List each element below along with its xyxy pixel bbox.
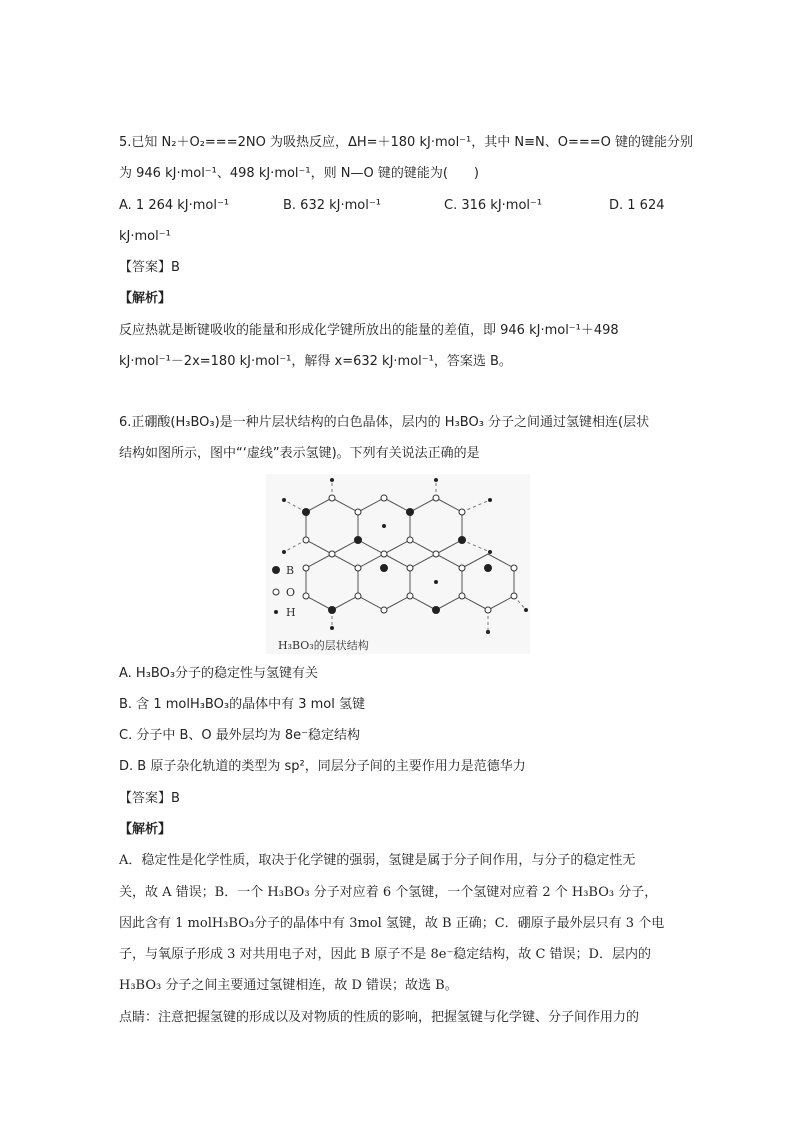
q6-tip: 点睛：注意把握氢键的形成以及对物质的性质的影响，把握氢键与化学键、分子间作用力的 [119, 1010, 640, 1025]
q6-option-a: A. H₃BO₃分子的稳定性与氢键有关 [119, 666, 319, 681]
q5-analysis-label: 【解析】 [119, 291, 172, 306]
q5-option-c: C. 316 kJ·mol⁻¹ [444, 198, 543, 213]
q5-option-d-continuation: kJ·mol⁻¹ [119, 229, 171, 244]
q6-analysis-line5: H₃BO₃ 分子之间主要通过氢键相连，故 D 错误；故选 B。 [119, 978, 458, 993]
figure-caption: H₃BO₃的层状结构 [278, 639, 369, 652]
q6-stem-line2: 结构如图所示，图中“‘虚线”表示氢键)。下列有关说法正确的是 [119, 446, 480, 461]
q6-analysis-line1: A．稳定性是化学性质，取决于化学键的强弱，氢键是属于分子间作用，与分子的稳定性无 [119, 853, 636, 868]
q6-analysis-label: 【解析】 [119, 822, 172, 837]
h3bo3-structure-diagram [266, 474, 530, 654]
q6-analysis-line3: 因此含有 1 molH₃BO₃分子的晶体中有 3mol 氢键，故 B 正确；C．硼原子最外层只有 3 个电 [119, 916, 665, 931]
q5-option-b: B. 632 kJ·mol⁻¹ [283, 198, 381, 213]
legend-b: B [286, 564, 295, 577]
q5-stem-line1: 5.已知 N₂＋O₂===2NO 为吸热反应，ΔH=＋180 kJ·mol⁻¹，其中 N≡N、O===O 键的键能分别 [119, 135, 694, 150]
q6-stem-line1: 6.正硼酸(H₃BO₃)是一种片层状结构的白色晶体，层内的 H₃BO₃ 分子之间通过氢键相连(层状 [119, 415, 650, 430]
q5-answer: 【答案】B [119, 260, 180, 275]
q6-option-c: C. 分子中 B、O 最外层均为 8e⁻稳定结构 [119, 728, 361, 743]
q6-answer: 【答案】B [119, 791, 180, 806]
q6-analysis-line4: 子，与氧原子形成 3 对共用电子对，因此 B 原子不是 8e⁻稳定结构，故 C 错误；D．层内的 [119, 947, 651, 962]
q5-stem-line2: 为 946 kJ·mol⁻¹、498 kJ·mol⁻¹，则 N—O 键的键能为( ) [119, 166, 479, 181]
q6-option-d: D. B 原子杂化轨道的类型为 sp²，同层分子间的主要作用力是范德华力 [119, 759, 526, 774]
q5-analysis-line2: kJ·mol⁻¹－2x=180 kJ·mol⁻¹，解得 x=632 kJ·mol⁻¹，答案选 B。 [119, 354, 512, 369]
q6-option-b: B. 含 1 molH₃BO₃的晶体中有 3 mol 氢键 [119, 697, 365, 712]
h3bo3-structure-figure [266, 474, 530, 654]
q5-option-d: D. 1 624 [609, 198, 665, 213]
q5-analysis-line1: 反应热就是断键吸收的能量和形成化学键所放出的能量的差值，即 946 kJ·mol⁻¹＋498 [119, 323, 619, 338]
q6-analysis-line2: 关，故 A 错误；B．一个 H₃BO₃ 分子对应着 6 个氢键，一个氢键对应着 2 个 H₃BO₃ 分子， [119, 885, 658, 900]
legend-h: H [286, 606, 296, 619]
q5-option-a: A. 1 264 kJ·mol⁻¹ [119, 198, 230, 213]
legend-o: O [286, 586, 296, 599]
